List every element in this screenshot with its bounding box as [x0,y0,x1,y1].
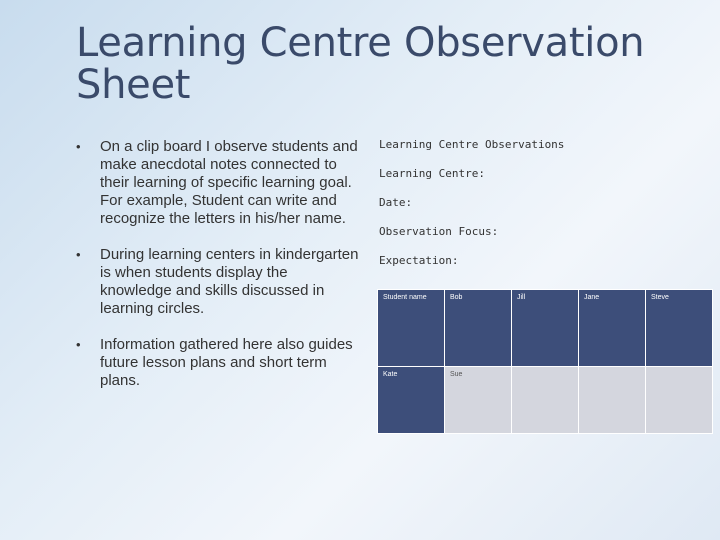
bullet-item [60,138,360,228]
bullet-text: During learning centers in kindergarten is when students display the knowledge and skills discussed in learning circles. [100,246,359,317]
table-cell: Student name [378,290,445,367]
table-cell: Kate [378,367,445,434]
bullet-symbol: • [76,247,81,262]
observation-form [379,138,564,283]
table-cell: Jill [512,290,579,367]
bullet-list [60,138,360,408]
bullet-text: Information gathered here also guides future lesson plans and short term plans. [100,336,353,389]
observation-table [377,289,713,434]
table-row [378,367,713,434]
table-cell [445,367,512,434]
table-cell [512,367,579,434]
bullet-text: On a clip board I observe students and make anecdotal notes connected to their learning of specific learning goal. For example, Student can write and recognize the letters in his/her name. [100,138,358,227]
date-label: Date: [379,196,413,209]
learning-centre-label: Learning Centre: [379,167,485,180]
expectation-label: Expectation: [379,254,459,267]
slide-title: Learning Centre Observation Sheet [76,20,645,108]
bullet-symbol: • [76,337,81,352]
form-heading: Learning Centre Observations [379,138,565,151]
table-cell: Steve [646,290,713,367]
table-cell-text: Sue [450,371,463,378]
table-cell: Jane [579,290,646,367]
bullet-item [60,336,360,390]
bullet-item [60,246,360,318]
table-cell [646,367,713,434]
table-row [378,290,713,367]
bullet-symbol: • [76,139,81,154]
table-cell: Bob [445,290,512,367]
observation-focus-label: Observation Focus: [379,225,499,238]
table-cell [579,367,646,434]
